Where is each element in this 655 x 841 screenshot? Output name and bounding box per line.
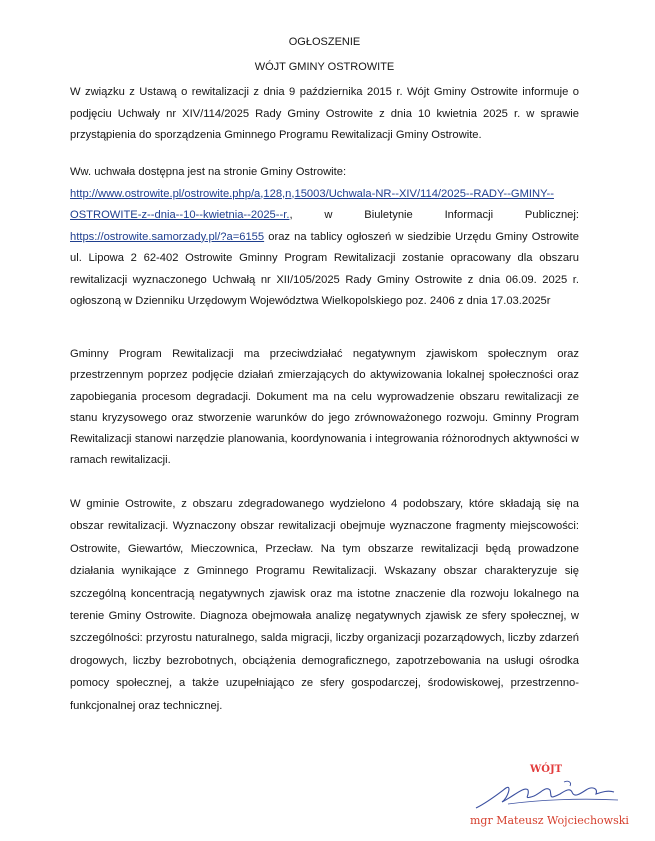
signature-role: WÓJT xyxy=(530,764,563,775)
signature-stamp xyxy=(468,764,638,834)
paragraph-intro: W związku z Ustawą o rewitalizacji z dnia 9 października 2015 r. Wójt Gminy Ostrowite informuje o podjęciu Uchwały nr XIV/114/2025 Rady Gminy Ostrowite z dnia 10 kwietnia 2025 r. w sprawie przystąpienia do sporządzenia Gminnego Programu Rewitalizacji Gminy Ostrowite. xyxy=(70,86,579,141)
bip-link[interactable]: https://ostrowite.samorzady.pl/?a=6155 xyxy=(70,230,265,243)
gmina-website-link[interactable]: http://www.ostrowite.pl/ostrowite.php/a,128,n,15003/Uchwala-NR--XIV/114/2025--RADY--GMINY--OSTROWITE-z--dnia--10--kwietnia--2025--r. xyxy=(70,187,554,221)
announcement-subtitle: WÓJT GMINY OSTROWITE xyxy=(254,61,395,73)
signature-name: mgr Mateusz Wojciechowski xyxy=(470,814,629,827)
paragraph-program-purpose: Gminny Program Rewitalizacji ma przeciwdziałać negatywnym zjawiskom społecznym oraz przestrzennym poprzez podjęcie działań zmierzających do aktywizowania lokalnej społeczności oraz zapobiegania procesom degradacji. Dokument ma na celu wyprowadzenie obszaru rewitalizacji ze stanu kryzysowego oraz stworzenie warunków do jego zrównoważonego rozwoju. Gminny Program Rewitalizacji stanowi narzędzie planowania, koordynowania i integrowania różnorodnych aktywności w ramach rewitalizacji. xyxy=(70,348,579,467)
paragraph-links-bip-text: , w Biuletynie Informacji Publicznej: xyxy=(289,209,579,221)
paragraph-links-rest: oraz na tablicy ogłoszeń w siedzibie Urzędu Gminy Ostrowite ul. Lipowa 2 62-402 Ostrowite Gminny Program Rewitalizacji zostanie opracowany dla obszaru rewitalizacji wyznaczonego Uchwałą nr XII/105/2025 Rady Gminy Ostrowite z dnia 06.09. 2025 r. ogłoszoną w Dzienniku Urzędowym Województwa Wielkopolskiego poz. 2406 z dnia 17.03.2025r xyxy=(70,230,579,307)
paragraph-links xyxy=(70,162,579,313)
handwritten-signature xyxy=(468,774,638,814)
announcement-title: OGŁOSZENIE xyxy=(288,36,361,48)
paragraph-links-intro: Ww. uchwała dostępna jest na stronie Gminy Ostrowite: xyxy=(70,166,347,178)
paragraph-area-description: W gminie Ostrowite, z obszaru zdegradowanego wydzielono 4 podobszary, które składają się na obszar rewitalizacji. Wyznaczony obszar rewitalizacji obejmuje wyznaczone fragmenty miejscowości: Ostrowite, Giewartów, Mieczownica, Przecław. Na tym obszarze rewitalizacji będą prowadzone działania wynikające z Gminnego Programu Rewitalizacji. Wskazany obszar charakteryzuje się szczególną koncentracją negatywnych zjawisk oraz ma istotne znaczenie dla rozwoju lokalnego na terenie Gminy Ostrowite. Diagnoza obejmowała analizę negatywnych zjawisk ze sfery społecznej, w szczególności: przyrostu naturalnego, salda migracji, liczby organizacji pozarządowych, liczby zdarzeń drogowych, liczby bezrobotnych, obciążenia demograficznego, zapotrzebowania na usługi ośrodka pomocy społecznej, a także uzupełniająco ze sfery gospodarczej, środowiskowej, przestrzenno-funkcjonalnej oraz technicznej. xyxy=(70,498,579,712)
